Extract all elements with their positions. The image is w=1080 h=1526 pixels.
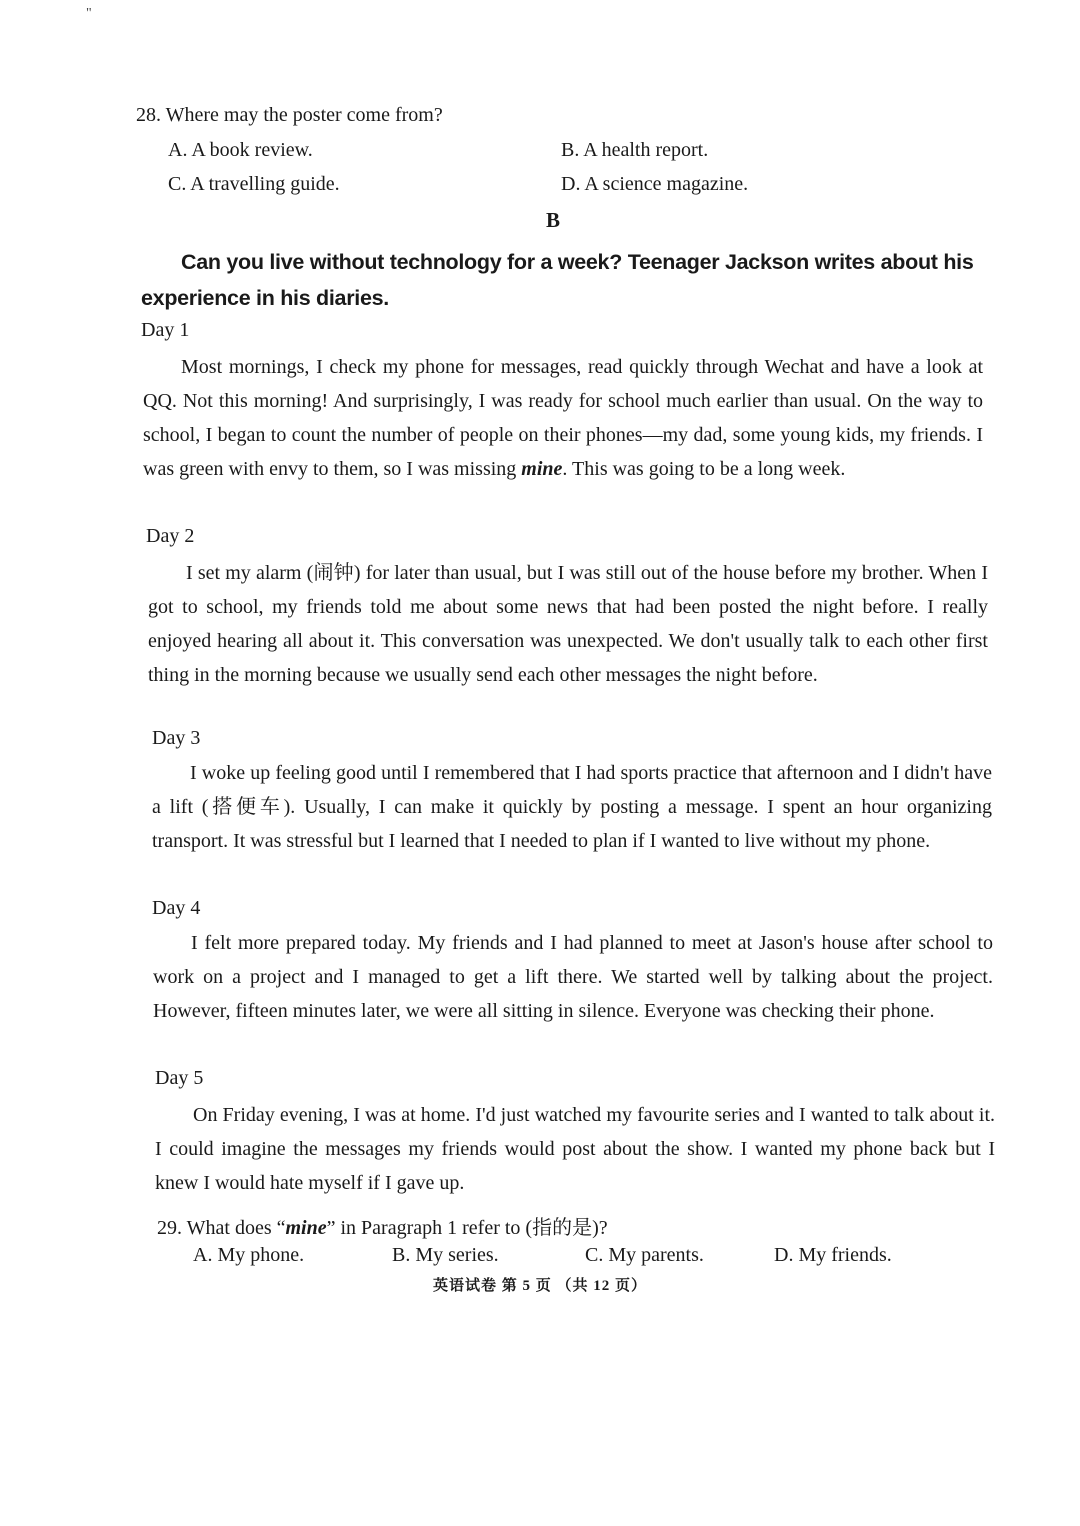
day-5-label: Day 5 <box>155 1067 204 1089</box>
day-1-text-post: . This was going to be a long week. <box>562 458 846 480</box>
passage-intro: Can you live without technology for a week? Teenager Jackson writes about his experience in his diaries. <box>141 250 974 310</box>
day-1-text-pre: Most mornings, I check my phone for messages, read quickly through Wechat and have a look at QQ. Not this morning! And surprisingly, I was ready for school much earlier than usual. On the way to school, I began to count the number of people on their phones—my dad, some young kids, my friends. I was green with envy to them, so I was missing <box>143 356 983 480</box>
question-29-emphasis: mine <box>285 1217 327 1239</box>
question-28-option-a: A. A book review. <box>168 139 313 161</box>
question-29-stem-pre: 29. What does “ <box>157 1217 286 1239</box>
question-29-option-b: B. My series. <box>392 1244 499 1266</box>
corner-mark: " <box>86 6 92 21</box>
day-1-paragraph <box>143 350 983 486</box>
day-3-label: Day 3 <box>152 727 201 749</box>
question-28-option-c: C. A travelling guide. <box>168 173 340 195</box>
question-29-option-a: A. My phone. <box>193 1244 305 1266</box>
question-28-option-d: D. A science magazine. <box>561 173 749 195</box>
day-5-paragraph: On Friday evening, I was at home. I'd just watched my favourite series and I wanted to talk about it. I could imagine the messages my friends would post about the show. I wanted my phone back but I knew I would hate myself if I gave up. <box>155 1104 995 1194</box>
day-1-emphasis: mine <box>521 458 563 480</box>
question-29-option-c: C. My parents. <box>585 1244 704 1266</box>
day-2-paragraph: I set my alarm (闹钟) for later than usual, but I was still out of the house before my brother. When I got to school, my friends told me about some news that had been posted the night before. I really enjoyed hearing all about it. This conversation was unexpected. We don't usually talk to each other first thing in the morning because we usually send each other messages the night before. <box>148 562 988 686</box>
section-letter: B <box>546 208 561 232</box>
day-4-paragraph: I felt more prepared today. My friends and I had planned to meet at Jason's house after school to work on a project and I managed to get a lift there. We started well by talking about the project. However, fifteen minutes later, we were all sitting in silence. Everyone was checking their phone. <box>153 932 993 1022</box>
day-1-label: Day 1 <box>141 319 190 341</box>
question-29-option-d: D. My friends. <box>774 1244 892 1266</box>
day-2-label: Day 2 <box>146 525 195 547</box>
question-28-stem: 28. Where may the poster come from? <box>136 104 443 126</box>
question-29-stem <box>157 1211 608 1240</box>
question-29-stem-post: ” in Paragraph 1 refer to (指的是)? <box>326 1217 608 1239</box>
day-3-paragraph: I woke up feeling good until I remembered that I had sports practice that afternoon and I didn't have a lift (搭便车). Usually, I can make it quickly by posting a message. I spent an hour organizing transport. It was stressful but I learned that I needed to plan if I wanted to live without my phone. <box>152 762 992 852</box>
question-28-option-b: B. A health report. <box>561 139 709 161</box>
page-footer: 英语试卷 第 5 页 （共 12 页） <box>432 1278 647 1294</box>
day-4-label: Day 4 <box>152 897 201 919</box>
